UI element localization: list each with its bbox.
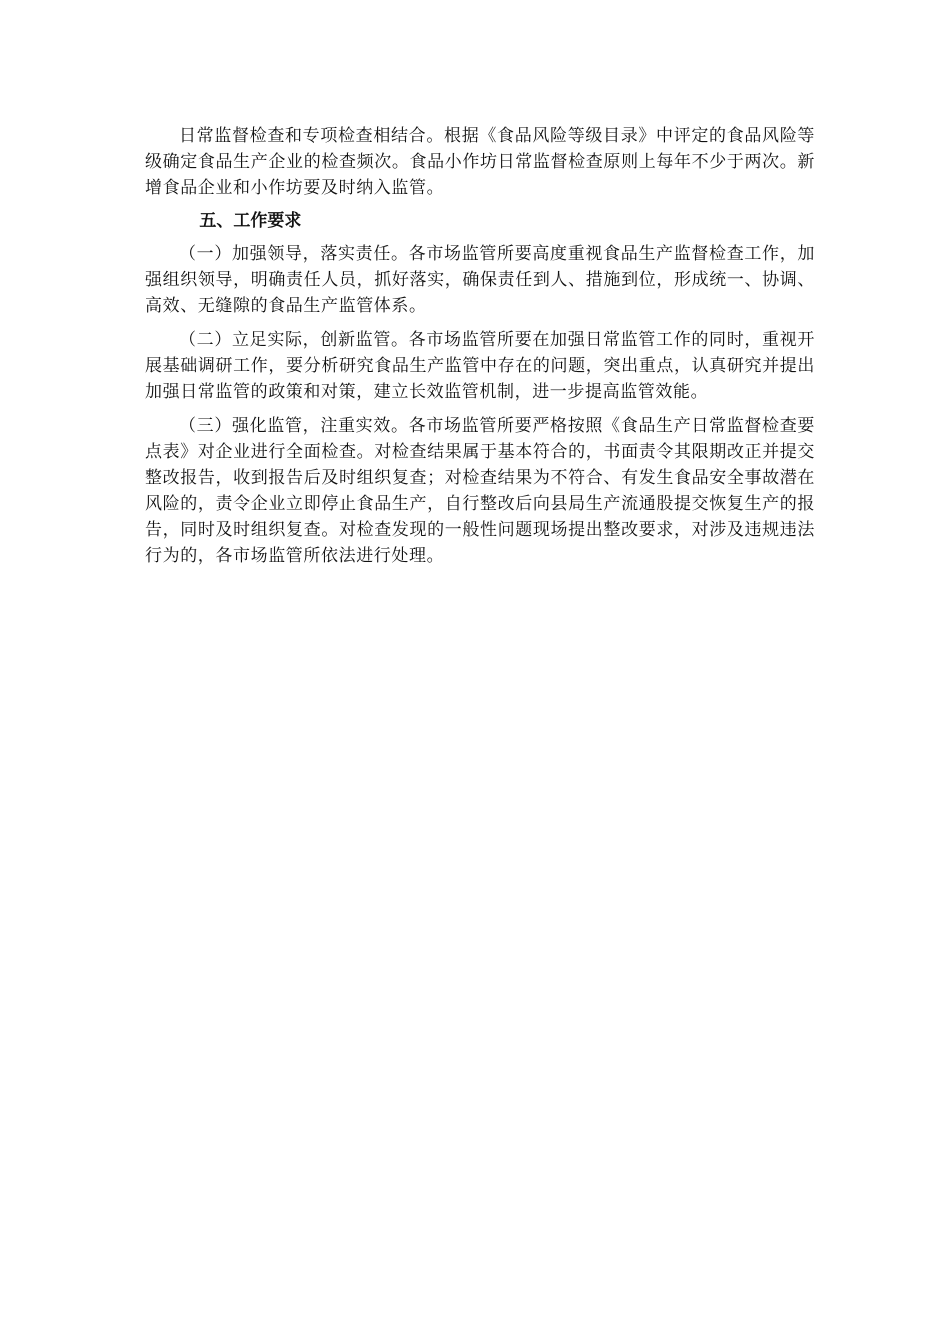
intro-paragraph: 日常监督检查和专项检查相结合。根据《食品风险等级目录》中评定的食品风险等级确定食品生产企业的检查频次。食品小作坊日常监督检查原则上每年不少于两次。新增食品企业和小作坊要及时纳入监管。 — [145, 126, 815, 198]
requirement-paragraph-3: （三）强化监管，注重实效。各市场监管所要严格按照《食品生产日常监督检查要点表》对企业进行全面检查。对检查结果属于基本符合的，书面责令其限期改正并提交整改报告，收到报告后及时组织复查；对检查结果为不符合、有发生食品安全事故潜在风险的，责令企业立即停止食品生产，自行整改后向县局生产流通股提交恢复生产的报告，同时及时组织复查。对检查发现的一般性问题现场提出整改要求，对涉及违规违法行为的，各市场监管所依法进行处理。 — [145, 416, 815, 566]
requirement-paragraph-1: （一）加强领导，落实责任。各市场监管所要高度重视食品生产监督检查工作，加强组织领导，明确责任人员，抓好落实，确保责任到人、措施到位，形成统一、协调、高效、无缝隙的食品生产监管体系。 — [145, 244, 815, 316]
document-page — [145, 123, 815, 569]
section-heading: 五、工作要求 — [199, 211, 302, 231]
requirement-paragraph-2: （二）立足实际，创新监管。各市场监管所要在加强日常监管工作的同时，重视开展基础调研工作，要分析研究食品生产监管中存在的问题，突出重点，认真研究并提出加强日常监管的政策和对策，建立长效监管机制，进一步提高监管效能。 — [145, 330, 815, 402]
